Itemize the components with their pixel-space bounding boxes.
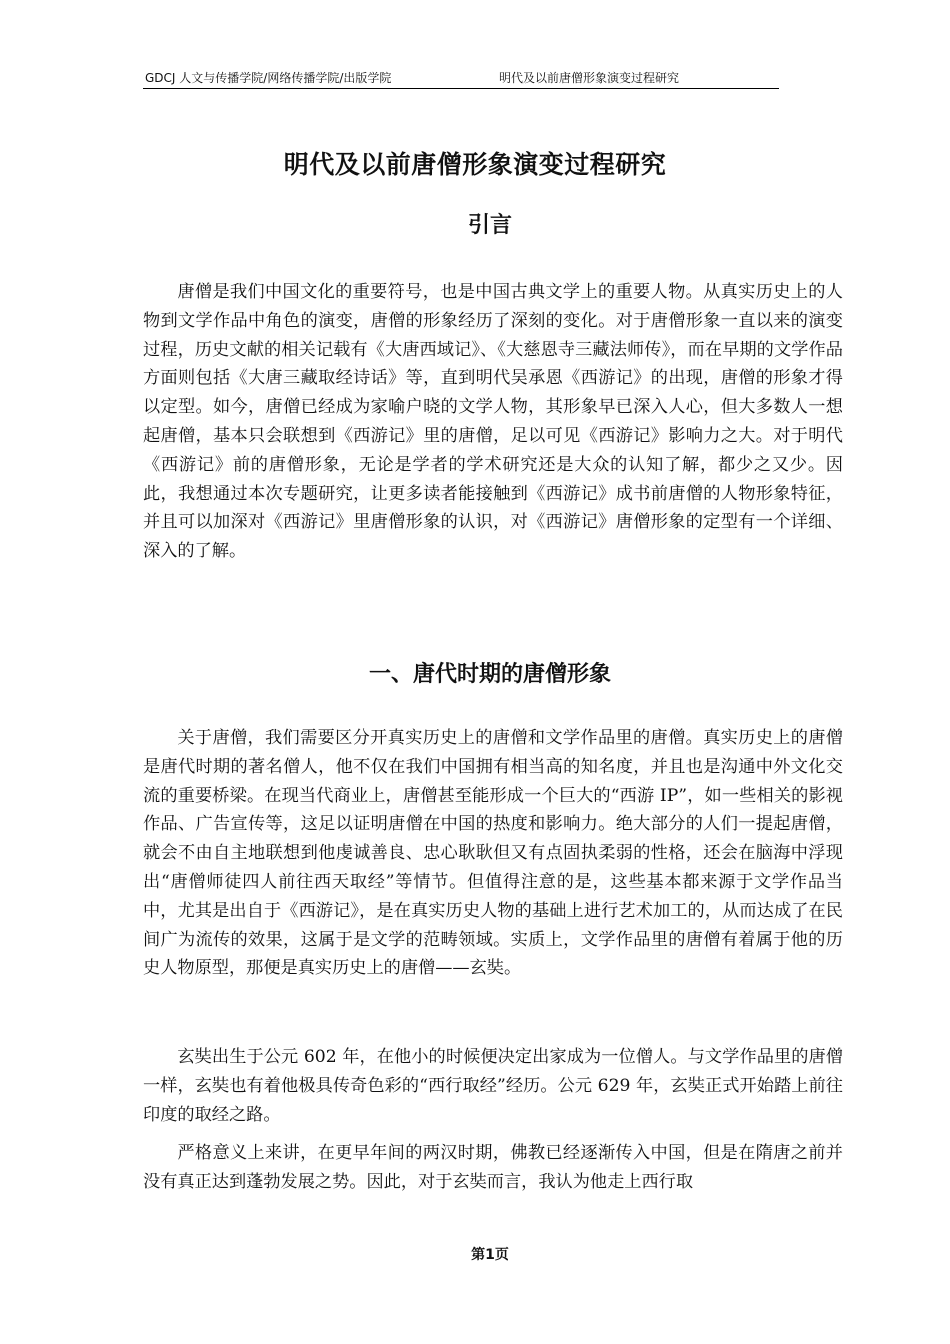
intro-heading: 引言 bbox=[467, 213, 512, 238]
page-number: 第1页 bbox=[471, 1247, 509, 1263]
document-title: 明代及以前唐僧形象演变过程研究 bbox=[283, 150, 667, 179]
header-institution: GDCJ 人文与传播学院/网络传播学院/出版学院 bbox=[145, 71, 392, 85]
section-1-paragraph-2: 玄奘出生于公元 602 年，在他小的时候便决定出家成为一位僧人。与文学作品里的唐僧一样，玄奘也有着他极具传奇色彩的“西行取经”经历。公元 629 年，玄奘正式开始踏上前往印度的取经之路。 bbox=[143, 1047, 843, 1125]
section-1-paragraph-1: 关于唐僧，我们需要区分开真实历史上的唐僧和文学作品里的唐僧。真实历史上的唐僧是唐代时期的著名僧人，他不仅在我们中国拥有相当高的知名度，并且也是沟通中外文化交流的重要桥梁。在现当代商业上，唐僧甚至能形成一个巨大的“西游 IP”，如一些相关的影视作品、广告宣传等，这足以证明唐僧在中国的热度和影响力。绝大部分的人们一提起唐僧，就会不由自主地联想到他虔诚善良、忠心耿耿但又有点固执柔弱的性格，还会在脑海中浮现出“唐僧师徒四人前往西天取经”等情节。但值得注意的是，这些基本都来源于文学作品当中，尤其是出自于《西游记》，是在真实历史人物的基础上进行艺术加工的，从而达成了在民间广为流传的效果，这属于是文学的范畴领域。实质上，文学作品里的唐僧有着属于他的历史人物原型，那便是真实历史上的唐僧——玄奘。 bbox=[143, 728, 843, 979]
intro-paragraph: 唐僧是我们中国文化的重要符号，也是中国古典文学上的重要人物。从真实历史上的人物到文学作品中角色的演变，唐僧的形象经历了深刻的变化。对于唐僧形象一直以来的演变过程，历史文献的相关记载有《大唐西域记》、《大慈恩寺三藏法师传》，而在早期的文学作品方面则包括《大唐三藏取经诗话》等，直到明代吴承恩《西游记》的出现，唐僧的形象才得以定型。如今，唐僧已经成为家喻户晓的文学人物，其形象早已深入人心，但大多数人一想起唐僧，基本只会联想到《西游记》里的唐僧，足以可见《西游记》影响力之大。对于明代《西游记》前的唐僧形象，无论是学者的学术研究还是大众的认知了解，都少之又少。因此，我想通过本次专题研究，让更多读者能接触到《西游记》成书前唐僧的人物形象特征，并且可以加深对《西游记》里唐僧形象的认识，对《西游记》唐僧形象的定型有一个详细、深入的了解。 bbox=[143, 282, 843, 562]
section-1-paragraph-3: 严格意义上来讲，在更早年间的两汉时期，佛教已经逐渐传入中国，但是在隋唐之前并没有真正达到蓬勃发展之势。因此，对于玄奘而言，我认为他走上西行取 bbox=[143, 1143, 843, 1192]
section-1-heading: 一、唐代时期的唐僧形象 bbox=[368, 662, 611, 687]
header-short-title: 明代及以前唐僧形象演变过程研究 bbox=[499, 71, 680, 85]
running-header bbox=[143, 70, 779, 89]
